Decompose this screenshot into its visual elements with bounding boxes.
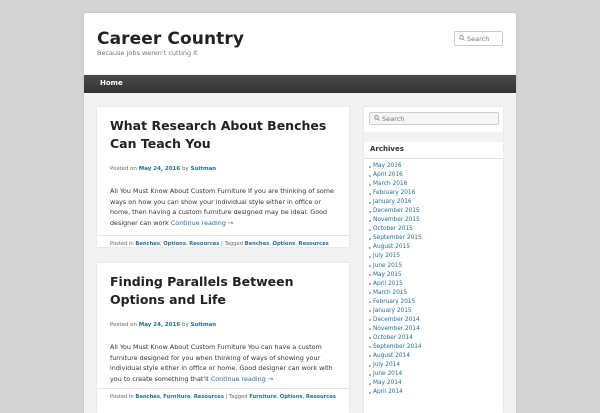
archive-link[interactable]: February 2015 <box>369 298 499 307</box>
post-title[interactable]: Finding Parallels Between Options and Life <box>110 274 294 307</box>
main-navigation <box>84 75 516 93</box>
post-article <box>97 263 349 413</box>
category-link[interactable]: Furniture <box>163 394 191 400</box>
archive-link[interactable]: March 2015 <box>369 289 499 298</box>
archive-link[interactable]: January 2015 <box>369 307 499 316</box>
post-author-link[interactable]: Suitman <box>190 166 217 172</box>
tag-link[interactable]: Resources <box>298 241 329 247</box>
post-excerpt-text: All You Must Know About Custom Furniture If you are thinking of some ways on how you can show your individual style either in office or home, then having a custom furniture designed may be ideal. Good designer can work <box>110 187 334 227</box>
archive-link[interactable]: May 2016 <box>369 162 499 171</box>
posted-on-label: Posted on <box>110 166 137 172</box>
continue-reading-link[interactable]: Continue reading → <box>210 374 274 383</box>
post-footer: Posted in Benches, Options, Resources | Tagged Benches, Options, Resources <box>110 241 329 247</box>
post-divider <box>97 388 349 389</box>
posted-in-label: Posted in <box>110 241 134 247</box>
archive-link[interactable]: July 2015 <box>369 252 499 261</box>
category-link[interactable]: Options <box>163 241 186 247</box>
post-meta <box>110 166 216 172</box>
site-title[interactable]: Career Country <box>97 29 245 49</box>
site-header <box>84 13 516 74</box>
archive-link[interactable]: December 2015 <box>369 207 499 216</box>
category-link[interactable]: Benches <box>135 394 160 400</box>
archive-link[interactable]: September 2015 <box>369 234 499 243</box>
by-label: by <box>181 322 189 328</box>
post-article <box>97 107 349 247</box>
search-icon <box>374 115 380 121</box>
archive-link[interactable]: November 2015 <box>369 216 499 225</box>
posted-in-label: Posted in <box>110 394 134 400</box>
archive-link[interactable]: October 2015 <box>369 225 499 234</box>
tag-link[interactable]: Furniture <box>249 394 277 400</box>
header-search-box[interactable] <box>454 31 503 46</box>
post-meta <box>110 322 216 328</box>
tagged-label: | Tagged <box>221 241 244 247</box>
archive-link[interactable]: January 2016 <box>369 198 499 207</box>
header-search-input[interactable] <box>467 34 499 43</box>
archive-link[interactable]: June 2014 <box>369 370 499 379</box>
archive-link[interactable]: December 2014 <box>369 316 499 325</box>
archives-list <box>369 162 499 397</box>
archive-link[interactable]: August 2015 <box>369 243 499 252</box>
sidebar-search-box[interactable] <box>369 112 499 125</box>
continue-reading-link[interactable]: Continue reading → <box>170 218 234 227</box>
post-footer: Posted in Benches, Furniture, Resources | Tagged Furniture, Options, Resources <box>110 394 336 400</box>
site-description: Because jobs weren't cutting it <box>97 49 198 57</box>
archive-link[interactable]: April 2015 <box>369 280 499 289</box>
archive-link[interactable]: May 2015 <box>369 271 499 280</box>
archive-link[interactable]: November 2014 <box>369 325 499 334</box>
archive-link[interactable]: February 2016 <box>369 189 499 198</box>
post-excerpt <box>110 186 342 228</box>
archive-link[interactable]: April 2014 <box>369 388 499 397</box>
archive-link[interactable]: April 2016 <box>369 171 499 180</box>
by-label: by <box>181 166 189 172</box>
archive-link[interactable]: May 2014 <box>369 379 499 388</box>
archive-link[interactable]: March 2016 <box>369 180 499 189</box>
archive-link[interactable]: October 2014 <box>369 334 499 343</box>
posted-on-label: Posted on <box>110 322 137 328</box>
category-link[interactable]: Benches <box>135 241 160 247</box>
archive-link[interactable]: July 2014 <box>369 361 499 370</box>
category-link[interactable]: Resources <box>189 241 220 247</box>
tag-link[interactable]: Options <box>272 241 296 247</box>
tagged-label: | Tagged <box>225 394 248 400</box>
tag-link[interactable]: Benches <box>244 241 270 247</box>
post-author-link[interactable]: Suitman <box>190 322 217 328</box>
page-container <box>84 13 516 413</box>
widget-divider <box>364 158 503 159</box>
sidebar-search-input[interactable] <box>382 114 482 123</box>
post-date-link[interactable]: May 24, 2016 <box>138 166 181 172</box>
archives-widget-title: Archives <box>370 145 404 153</box>
tag-link[interactable]: Resources <box>305 394 336 400</box>
category-link[interactable]: Resources <box>193 394 224 400</box>
post-date-link[interactable]: May 24, 2016 <box>138 322 181 328</box>
tag-link[interactable]: Options <box>279 394 303 400</box>
archive-link[interactable]: August 2014 <box>369 352 499 361</box>
search-icon <box>459 35 465 41</box>
post-excerpt-text: All You Must Know About Custom Furniture You can have a custom furniture designed for you when thinking of ways of showing your individual style either in office or home. Good designer can work with you to create something that'll <box>110 343 333 383</box>
archive-link[interactable]: June 2015 <box>369 262 499 271</box>
nav-item-home[interactable]: Home <box>100 79 123 87</box>
post-title[interactable]: What Research About Benches Can Teach You <box>110 118 327 151</box>
archive-link[interactable]: September 2014 <box>369 343 499 352</box>
widget-separator <box>364 132 503 142</box>
post-excerpt <box>110 342 342 384</box>
sidebar <box>364 107 503 413</box>
post-divider <box>97 235 349 236</box>
